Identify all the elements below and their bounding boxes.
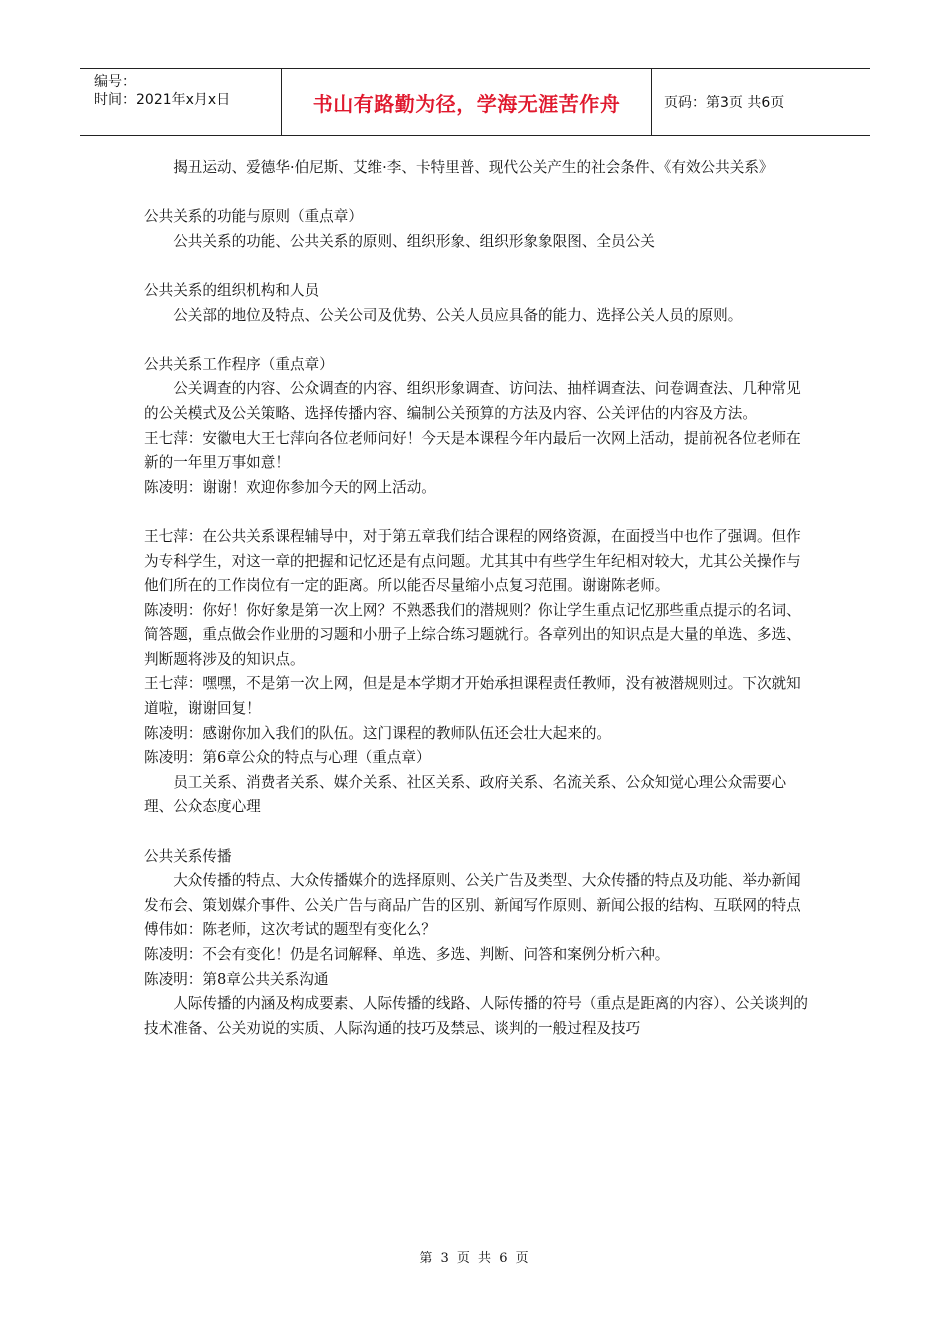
paragraph: 陈凌明：不会有变化！仍是名词解释、单选、多选、判断、问答和案例分析六种。 [144,946,670,963]
page-header [80,68,870,136]
paragraph: 陈凌明：你好！你好象是第一次上网？不熟悉我们的潜规则？你让学生重点记忆那些重点提示的名词、简答题，重点做会作业册的习题和小册子上综合练习题就行。各章列出的知识点是大量的单选、多选、判断题将涉及的知识点。 [144,601,801,668]
paragraph-gap [144,328,809,353]
paragraph: 公共关系的功能、公共关系的原则、组织形象、组织形象象限图、全员公关 [173,232,655,250]
number-label: 编号： [94,74,136,90]
paragraph: 陈凌明：第6章公众的特点与心理（重点章） [144,749,431,767]
paragraph: 王七萍：安徽电大王七萍向各位老师问好！今天是本课程今年内最后一次网上活动，提前祝各位老师在新的一年里万事如意！ [144,429,801,472]
paragraph-gap [144,254,809,279]
header-page-cell [652,69,870,135]
footer-page-number: 第 3 页 共 6 页 [419,1251,531,1266]
paragraph: 公关部的地位及特点、公关公司及优势、公关人员应具备的能力、选择公关人员的原则。 [173,306,743,324]
paragraph: 陈凌明：第8章公共关系沟通 [144,970,329,988]
header-left-cell [80,69,282,135]
paragraph: 陈凌明：谢谢！欢迎你参加今天的网上活动。 [144,478,436,496]
paragraph: 公共关系工作程序（重点章） [144,355,334,373]
paragraph-gap [144,181,809,206]
paragraph: 员工关系、消费者关系、媒介关系、社区关系、政府关系、名流关系、公众知觉心理公众需要心理、公众态度心理 [144,773,787,816]
paragraph: 人际传播的内涵及构成要素、人际传播的线路、人际传播的符号（重点是距离的内容）、公关谈判的技术准备、公关劝说的实质、人际沟通的技巧及禁忌、谈判的一般过程及技巧 [144,995,809,1037]
paragraph-gap [144,820,809,845]
header-motto-cell [282,69,652,135]
paragraph: 公共关系的功能与原则（重点章） [144,208,363,226]
paragraph: 揭丑运动、爱德华·伯尼斯、艾维·李、卡特里普、现代公关产生的社会条件、《有效公共关系》 [173,159,774,176]
paragraph: 陈凌明：感谢你加入我们的队伍。这门课程的教师队伍还会壮大起来的。 [144,724,612,742]
motto-text: 书山有路勤为径，学海无涯苦作舟 [312,91,621,116]
paragraph: 公共关系的组织机构和人员 [144,281,320,299]
document-body [144,156,809,1041]
paragraph: 公共关系传播 [144,847,232,865]
paragraph: 王七萍：在公共关系课程辅导中，对于第五章我们结合课程的网络资源，在面授当中也作了强调。但作为专科学生，对这一章的把握和记忆还是有点问题。尤其其中有些学生年纪相对较大，尤其公关操作与他们所在的工作岗位有一定的距离。所以能否尽量缩小点复习范围。谢谢陈老师。 [144,527,801,595]
paragraph: 王七萍：嘿嘿，不是第一次上网，但是是本学期才开始承担课程责任教师，没有被潜规则过。下次就知道啦，谢谢回复！ [144,675,801,718]
date-label: 时间：2021年x月x日 [94,92,231,108]
paragraph: 大众传播的特点、大众传播媒介的选择原则、公关广告及类型、大众传播的特点及功能、举办新闻发布会、策划媒介事件、公关广告与商品广告的区别、新闻写作原则、新闻公报的结构、互联网的特点 [144,872,801,914]
paragraph: 傅伟如：陈老师，这次考试的题型有变化么？ [144,921,436,939]
paragraph-gap [144,500,809,525]
header-page-label: 页码：第3页 共6页 [664,95,785,111]
page-footer [0,1247,950,1266]
paragraph: 公关调查的内容、公众调查的内容、组织形象调查、访问法、抽样调查法、问卷调查法、几种常见的公关模式及公关策略、选择传播内容、编制公关预算的方法及内容、公关评估的内容及方法。 [144,380,801,422]
